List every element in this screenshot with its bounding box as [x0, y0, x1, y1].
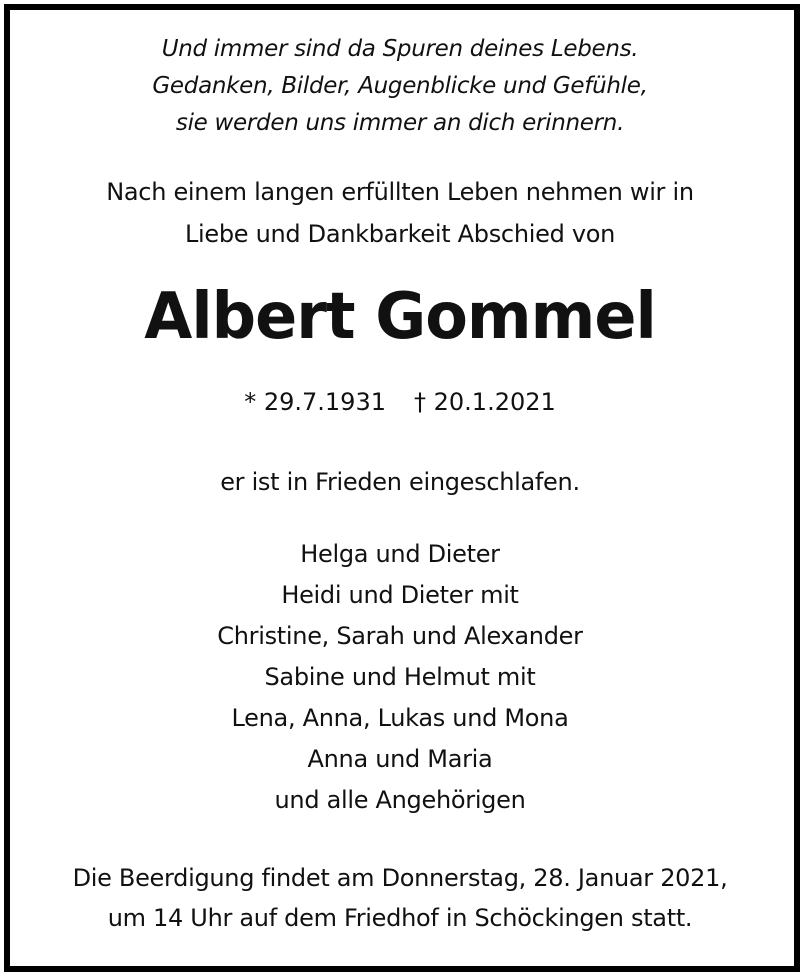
life-dates — [0, 388, 800, 416]
deceased-name: Albert Gommel — [144, 280, 656, 354]
intro-line-2: Liebe und Dankbarkeit Abschied von — [184, 220, 616, 248]
poem-line-2: Gedanken, Bilder, Augenblicke und Gefühle, — [152, 73, 648, 99]
intro-line-1: Nach einem langen erfüllten Leben nehmen wir in — [106, 178, 694, 206]
statement-text: er ist in Frieden eingeschlafen. — [220, 468, 580, 496]
mourner-line-6: Anna und Maria — [307, 745, 493, 773]
funeral-line-1: Die Beerdigung findet am Donnerstag, 28. Januar 2021, — [72, 864, 728, 892]
mourner-line-4: Sabine und Helmut mit — [264, 663, 536, 691]
mourner-line-3: Christine, Sarah und Alexander — [217, 622, 583, 650]
funeral-line-2: um 14 Uhr auf dem Friedhof in Schöckingen statt. — [107, 904, 693, 932]
mourner-line-1: Helga und Dieter — [300, 540, 500, 568]
mourner-line-2: Heidi und Dieter mit — [281, 581, 519, 609]
death-date: † 20.1.2021 — [414, 388, 556, 416]
poem-line-3: sie werden uns immer an dich erinnern. — [175, 110, 625, 136]
birth-date: * 29.7.1931 — [244, 388, 386, 416]
poem-line-1: Und immer sind da Spuren deines Lebens. — [161, 36, 639, 62]
mourner-line-7: und alle Angehörigen — [274, 786, 526, 814]
mourner-line-5: Lena, Anna, Lukas und Mona — [231, 704, 569, 732]
